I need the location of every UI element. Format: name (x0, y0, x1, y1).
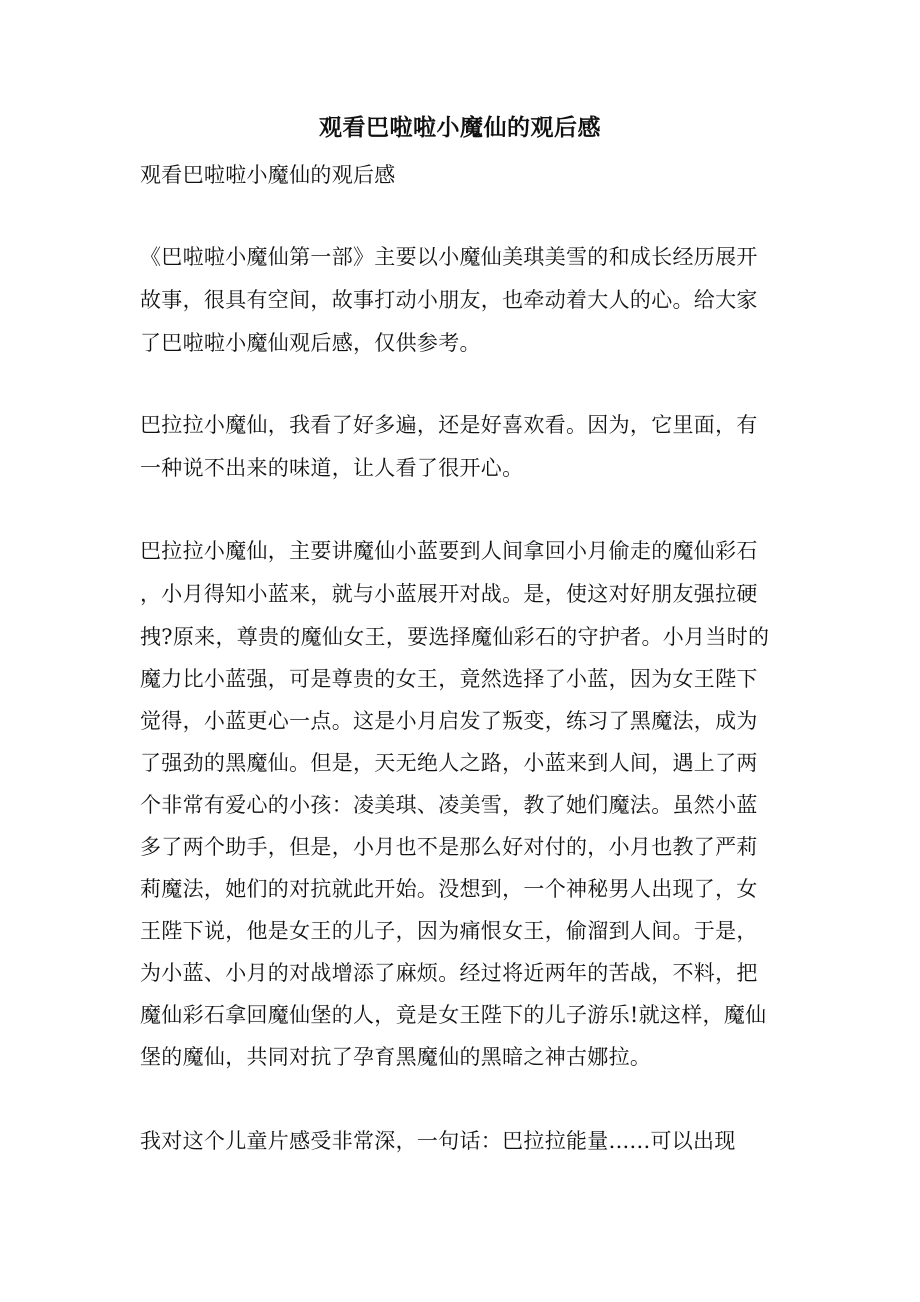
paragraph-3-line-9: 莉魔法，她们的对抗就此开始。没想到，一个神秘男人出现了，女 (140, 877, 758, 901)
paragraph-2-line-2: 一种说不出来的味道，让人看了很开心。 (140, 456, 524, 480)
paragraph-3-line-6: 了强劲的黑魔仙。但是，天无绝人之路，小蓝来到人间，遇上了两 (140, 751, 758, 775)
paragraph-3-line-3: 拽?原来，尊贵的魔仙女王，要选择魔仙彩石的守护者。小月当时的 (140, 625, 770, 649)
paragraph-3-line-12: 魔仙彩石拿回魔仙堡的人，竟是女王陛下的儿子游乐!就这样，魔仙 (140, 1003, 767, 1027)
paragraph-1-line-2: 故事，很具有空间，故事打动小朋友，也牵动着大人的心。给大家 (140, 288, 758, 312)
paragraph-3-line-10: 王陛下说，他是女王的儿子，因为痛恨女王，偷溜到人间。于是， (140, 919, 758, 943)
paragraph-3-line-7: 个非常有爱心的小孩：凌美琪、凌美雪，教了她们魔法。虽然小蓝 (140, 793, 758, 817)
paragraph-3-line-5: 觉得，小蓝更心一点。这是小月启发了叛变，练习了黑魔法，成为 (140, 709, 758, 733)
paragraph-2-line-1: 巴拉拉小魔仙，我看了好多遍，还是好喜欢看。因为，它里面，有 (140, 413, 758, 437)
paragraph-3-line-4: 魔力比小蓝强，可是尊贵的女王，竟然选择了小蓝，因为女王陛下 (140, 667, 758, 691)
paragraph-3-line-2: ，小月得知小蓝来，就与小蓝展开对战。是，使这对好朋友强拉硬 (140, 582, 758, 606)
document-title: 观看巴啦啦小魔仙的观后感 (319, 114, 601, 141)
paragraph-3-line-11: 为小蓝、小月的对战增添了麻烦。经过将近两年的苦战，不料，把 (140, 961, 758, 985)
document-subtitle: 观看巴啦啦小魔仙的观后感 (140, 163, 396, 187)
paragraph-4-line-1: 我对这个儿童片感受非常深，一句话：巴拉拉能量......可以出现 (140, 1129, 736, 1153)
paragraph-1-line-1: 《巴啦啦小魔仙第一部》主要以小魔仙美琪美雪的和成长经历展开 (140, 245, 758, 269)
paragraph-3-line-8: 多了两个助手，但是，小月也不是那么好对付的，小月也教了严莉 (140, 835, 758, 859)
paragraph-3-line-1: 巴拉拉小魔仙，主要讲魔仙小蓝要到人间拿回小月偷走的魔仙彩石 (140, 539, 758, 563)
paragraph-3-line-13: 堡的魔仙，共同对抗了孕育黑魔仙的黑暗之神古娜拉。 (140, 1045, 652, 1069)
paragraph-1-line-3: 了巴啦啦小魔仙观后感，仅供参考。 (140, 331, 481, 355)
